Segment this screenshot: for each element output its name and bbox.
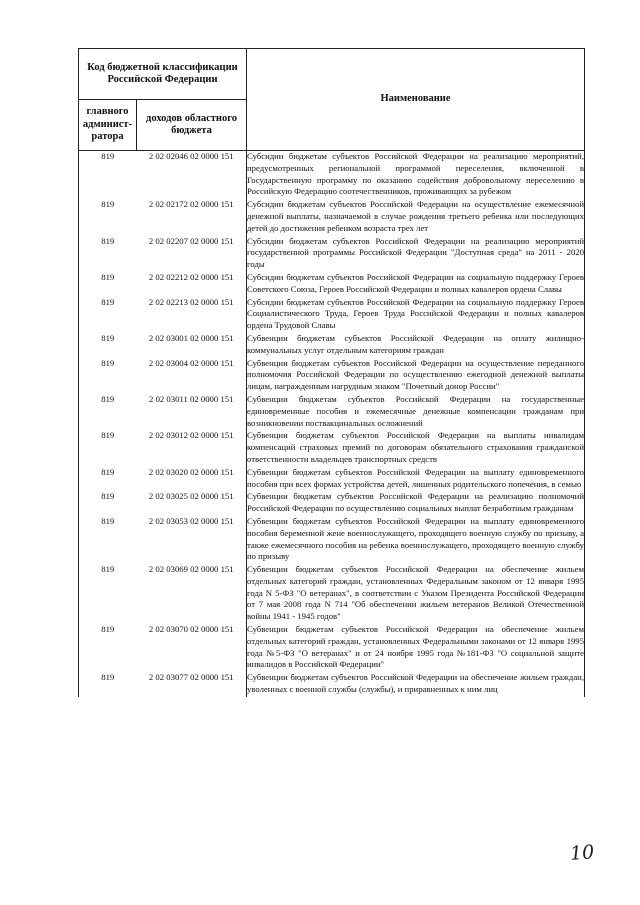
table-row (79, 467, 585, 492)
name-cell: Субвенции бюджетам субъектов Российской Федерации на выплаты инвалидам компенсаций страховых премий по договорам обязательного страхования гражданской ответственности владельцев транспортных средств (247, 430, 585, 466)
admin-code-cell: 819 (79, 333, 137, 358)
name-cell: Субвенции бюджетам субъектов Российской Федерации на выплату единовременного пособия при всех формах устройства детей, лишенных родительского попечения, в семью (247, 467, 585, 492)
income-code-cell: 2 02 03020 02 0000 151 (148, 466, 234, 477)
name-cell: Субсидии бюджетам субъектов Российской Федерации на реализацию мероприятий, предусмотренных региональной программой переселения, включенной в Государственную программу по оказанию содействия добровольному переселению в Российскую Федерацию соотечественников, проживающих за рубежом (247, 151, 585, 200)
income-code-cell: 2 02 03011 02 0000 151 (149, 393, 234, 404)
income-code-cell: 2 02 03053 02 0000 151 (148, 515, 234, 526)
name-cell: Субвенции бюджетам субъектов Российской Федерации на выплату единовременного пособия беременной жене военнослужащего, проходящего военную службу по призыву, а также ежемесячного пособия на ребенка военнослужащего, проходящего военную службу по призыву (247, 516, 585, 564)
admin-code-cell: 819 (79, 394, 137, 430)
admin-code-cell: 819 (79, 199, 137, 235)
admin-column-header: главного админист-ратора (79, 100, 137, 151)
income-code-cell: 2 02 02207 02 0000 151 (148, 235, 234, 246)
code-group-header: Код бюджетной классификации Российской Федерации (79, 49, 247, 100)
name-cell: Субсидии бюджетам субъектов Российской Федерации на социальную поддержку Героев Социалистического Труда, Героев Труда Российской Федерации и полных кавалеров ордена Трудовой Славы (247, 297, 585, 333)
table-row (79, 199, 585, 235)
name-cell: Субвенции бюджетам субъектов Российской Федерации на реализацию полномочий Российской Федерации по осуществлению социальных выплат безработным гражданам (247, 491, 585, 516)
name-column-header: Наименование (247, 49, 585, 151)
income-code-cell: 2 02 02046 02 0000 151 (148, 151, 234, 161)
admin-code-cell: 819 (79, 672, 137, 697)
table-row (79, 672, 585, 697)
table-row (79, 358, 585, 394)
income-code-cell: 2 02 03012 02 0000 151 (148, 430, 234, 441)
admin-code-cell: 819 (79, 358, 137, 394)
income-code-cell: 2 02 03025 02 0000 151 (148, 491, 234, 502)
admin-code-cell: 819 (79, 236, 137, 272)
table-row (79, 516, 585, 564)
table-row (79, 333, 585, 358)
admin-code-cell: 819 (79, 491, 137, 516)
table-row (79, 491, 585, 516)
income-code-cell: 2 02 02213 02 0000 151 (148, 296, 234, 307)
income-code-cell: 2 02 03077 02 0000 151 (148, 672, 234, 683)
name-cell: Субвенции бюджетам субъектов Российской Федерации на осуществление переданного полномочия Российской Федерации по осуществлению ежегодной денежной выплаты лицам, награжденным нагрудным знаком "Почетный донор России" (247, 358, 585, 394)
name-cell: Субсидии бюджетам субъектов Российской Федерации на социальную поддержку Героев Советского Союза, Героев Российской Федерации и полных кавалеров ордена Славы (247, 272, 585, 297)
table-row (79, 624, 585, 672)
admin-code-cell: 819 (79, 151, 137, 200)
admin-code-cell: 819 (79, 624, 137, 672)
admin-code-cell: 819 (79, 564, 137, 624)
name-cell: Субвенции бюджетам субъектов Российской Федерации на обеспечение жильем отдельных категорий граждан, установленных Федеральными законами от 12 января 1995 года №5-ФЗ "О ветеранах" и от 24 ноября 1995 года №181-ФЗ "О социальной защите инвалидов в Российской Федерации" (247, 624, 585, 672)
income-code-cell: 2 02 02212 02 0000 151 (148, 271, 234, 282)
table-row (79, 297, 585, 333)
table-row (79, 272, 585, 297)
table-body (79, 151, 585, 697)
name-cell: Субвенции бюджетам субъектов Российской Федерации на обеспечение жильем граждан, уволенных с военной службы (службы), и приравненных к ним лиц (247, 672, 585, 697)
table-row (79, 236, 585, 272)
admin-code-cell: 819 (79, 297, 137, 333)
income-code-cell: 2 02 03070 02 0000 151 (148, 624, 234, 635)
table-row (79, 564, 585, 624)
budget-classification-table (78, 48, 585, 697)
income-column-header: доходов областного бюджета (137, 100, 247, 151)
name-cell: Субвенции бюджетам субъектов Российской Федерации на обеспечение жильем отдельных категорий граждан, установленных Федеральным законом от 12 января 1995 года N 5-ФЗ "О ветеранах", в соответствии с Указом Президента Российской Федерации от 7 мая 2008 года N 714 "Об обеспечении жильем ветеранов Великой Отечественной войны 1941 - 1945 годов" (247, 564, 585, 624)
admin-code-cell: 819 (79, 272, 137, 297)
table-row (79, 394, 585, 430)
admin-code-cell: 819 (79, 516, 137, 564)
income-code-cell: 2 02 03001 02 0000 151 (148, 332, 234, 343)
name-cell: Субсидии бюджетам субъектов Российской Федерации на реализацию мероприятий государственной программы Российской Федерации "Доступная среда" на 2011 - 2020 годы (247, 236, 585, 272)
table-row (79, 430, 585, 466)
admin-code-cell: 819 (79, 430, 137, 466)
name-cell: Субвенции бюджетам субъектов Российской Федерации на оплату жилищно-коммунальных услуг отдельным категориям граждан (247, 333, 585, 358)
income-code-cell: 2 02 02172 02 0000 151 (148, 199, 234, 210)
page-number: 10 (569, 841, 595, 865)
income-code-cell: 2 02 03004 02 0000 151 (148, 357, 234, 368)
income-code-cell: 2 02 03069 02 0000 151 (148, 564, 234, 575)
table-row (79, 151, 585, 200)
name-cell: Субсидии бюджетам субъектов Российской Федерации на осуществление ежемесячной денежной выплаты, назначаемой в случае рождения третьего ребенка или последующих детей до достижения ребенком возраста трех лет (247, 199, 585, 235)
name-cell: Субвенции бюджетам субъектов Российской Федерации на государственные единовременные пособия и ежемесячные денежные компенсации гражданам при возникновении поствакцинальных осложнений (247, 394, 585, 430)
admin-code-cell: 819 (79, 467, 137, 492)
